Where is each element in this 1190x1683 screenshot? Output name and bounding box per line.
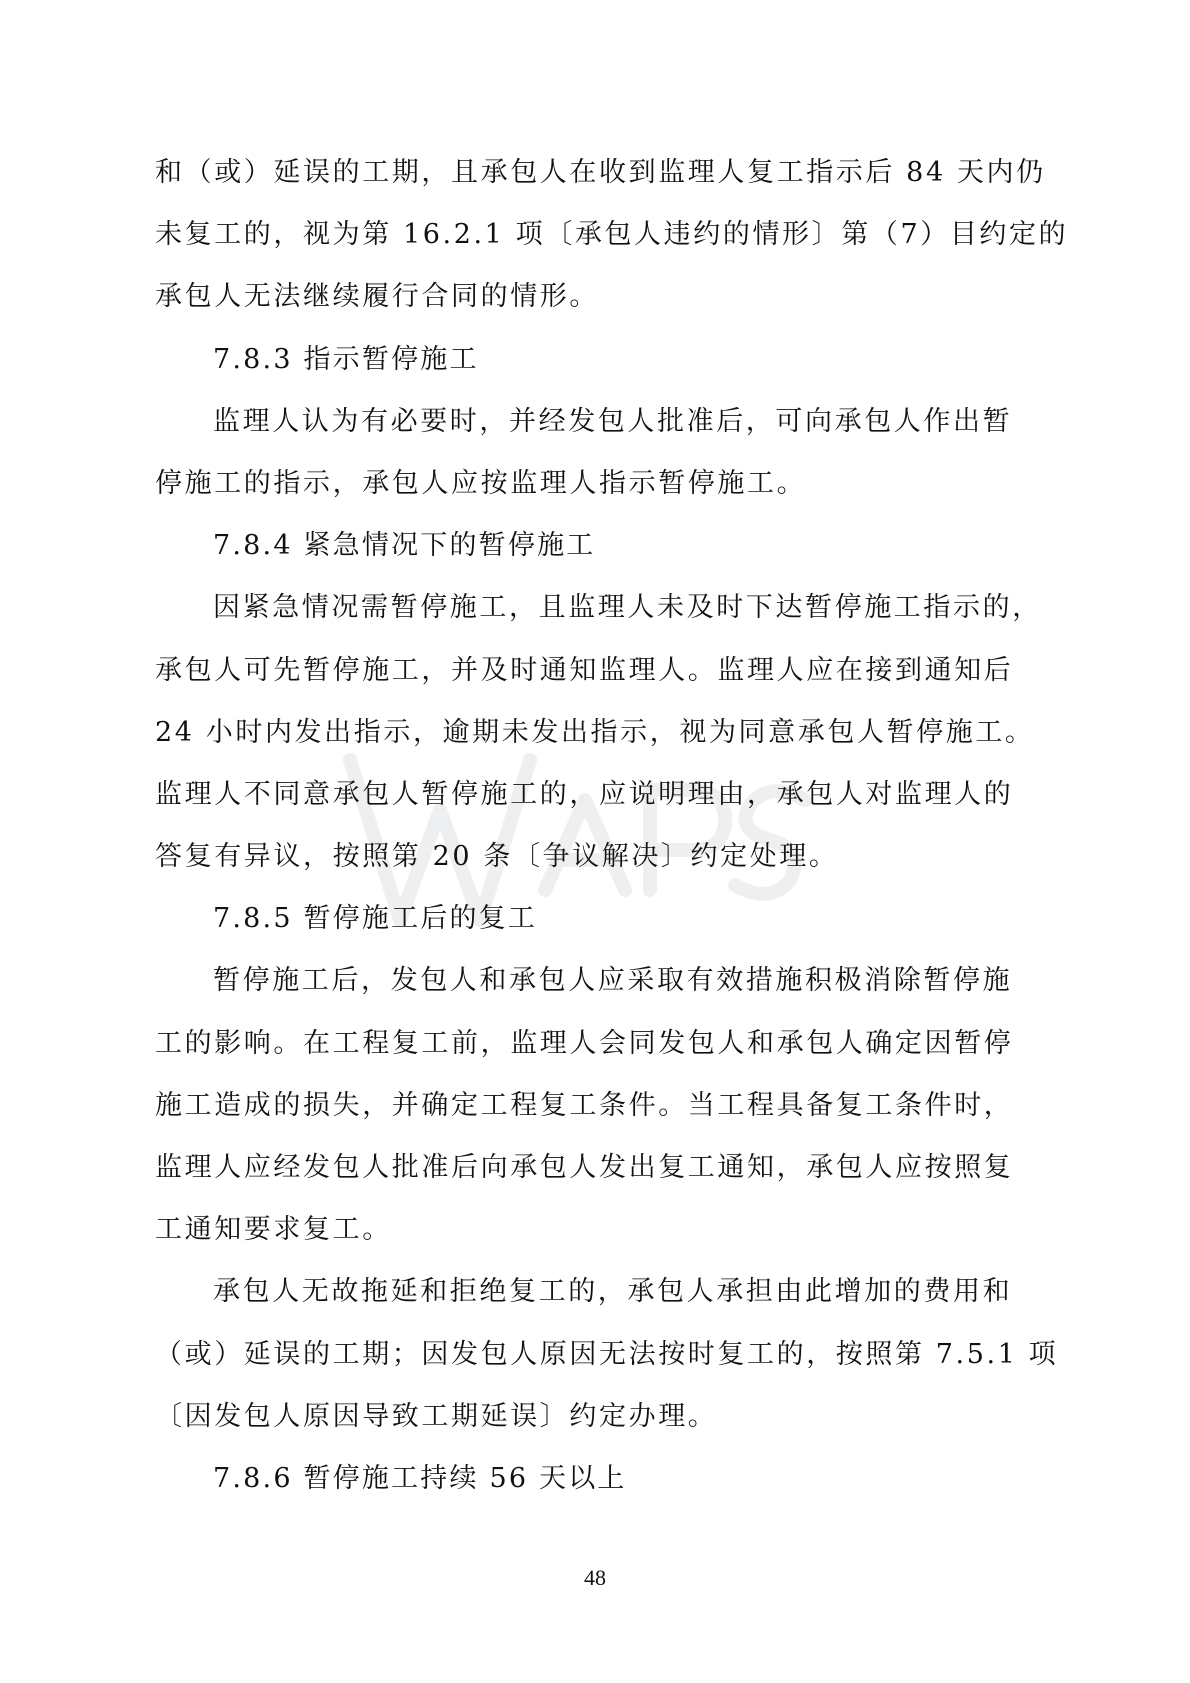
text-line: 工通知要求复工。 (155, 1214, 392, 1246)
text-line: （或）延误的工期；因发包人原因无法按时复工的，按照第 7.5.1 项 (155, 1338, 1059, 1370)
text-line: 监理人认为有必要时，并经发包人批准后，可向承包人作出暂 (213, 405, 1013, 437)
text-line: 24 小时内发出指示，逾期未发出指示，视为同意承包人暂停施工。 (155, 716, 1035, 748)
section-heading: 7.8.6 暂停施工持续 56 天以上 (213, 1462, 627, 1494)
text-line: 施工造成的损失，并确定工程复工条件。当工程具备复工条件时， (155, 1089, 1014, 1121)
document-body (155, 142, 1069, 1510)
section-heading: 7.8.5 暂停施工后的复工 (213, 903, 538, 935)
text-line: 工的影响。在工程复工前，监理人会同发包人和承包人确定因暂停 (155, 1027, 1014, 1059)
text-line: 监理人不同意承包人暂停施工的，应说明理由，承包人对监理人的 (155, 778, 1014, 810)
text-line: 承包人可先暂停施工，并及时通知监理人。监理人应在接到通知后 (155, 654, 1014, 686)
section-heading: 7.8.3 指示暂停施工 (213, 343, 479, 375)
text-line: 监理人应经发包人批准后向承包人发出复工通知，承包人应按照复 (155, 1152, 1014, 1183)
text-line: 未复工的，视为第 16.2.1 项〔承包人违约的情形〕第（7）目约定的 (155, 219, 1069, 251)
text-line: 停施工的指示，承包人应按监理人指示暂停施工。 (155, 467, 807, 499)
text-line: 承包人无法继续履行合同的情形。 (155, 281, 599, 313)
text-line: 暂停施工后，发包人和承包人应采取有效措施积极消除暂停施 (213, 965, 1013, 997)
section-heading: 7.8.4 紧急情况下的暂停施工 (213, 530, 596, 562)
text-line: 因紧急情况需暂停施工，且监理人未及时下达暂停施工指示的， (213, 592, 1042, 624)
text-line: 〔因发包人原因导致工期延误〕约定办理。 (155, 1400, 718, 1432)
page-number: 48 (584, 1565, 606, 1590)
text-line: 和（或）延误的工期，且承包人在收到监理人复工指示后 84 天内仍 (155, 157, 1046, 188)
text-line: 答复有异议，按照第 20 条〔争议解决〕约定处理。 (155, 841, 839, 873)
text-line: 承包人无故拖延和拒绝复工的，承包人承担由此增加的费用和 (213, 1276, 1013, 1308)
